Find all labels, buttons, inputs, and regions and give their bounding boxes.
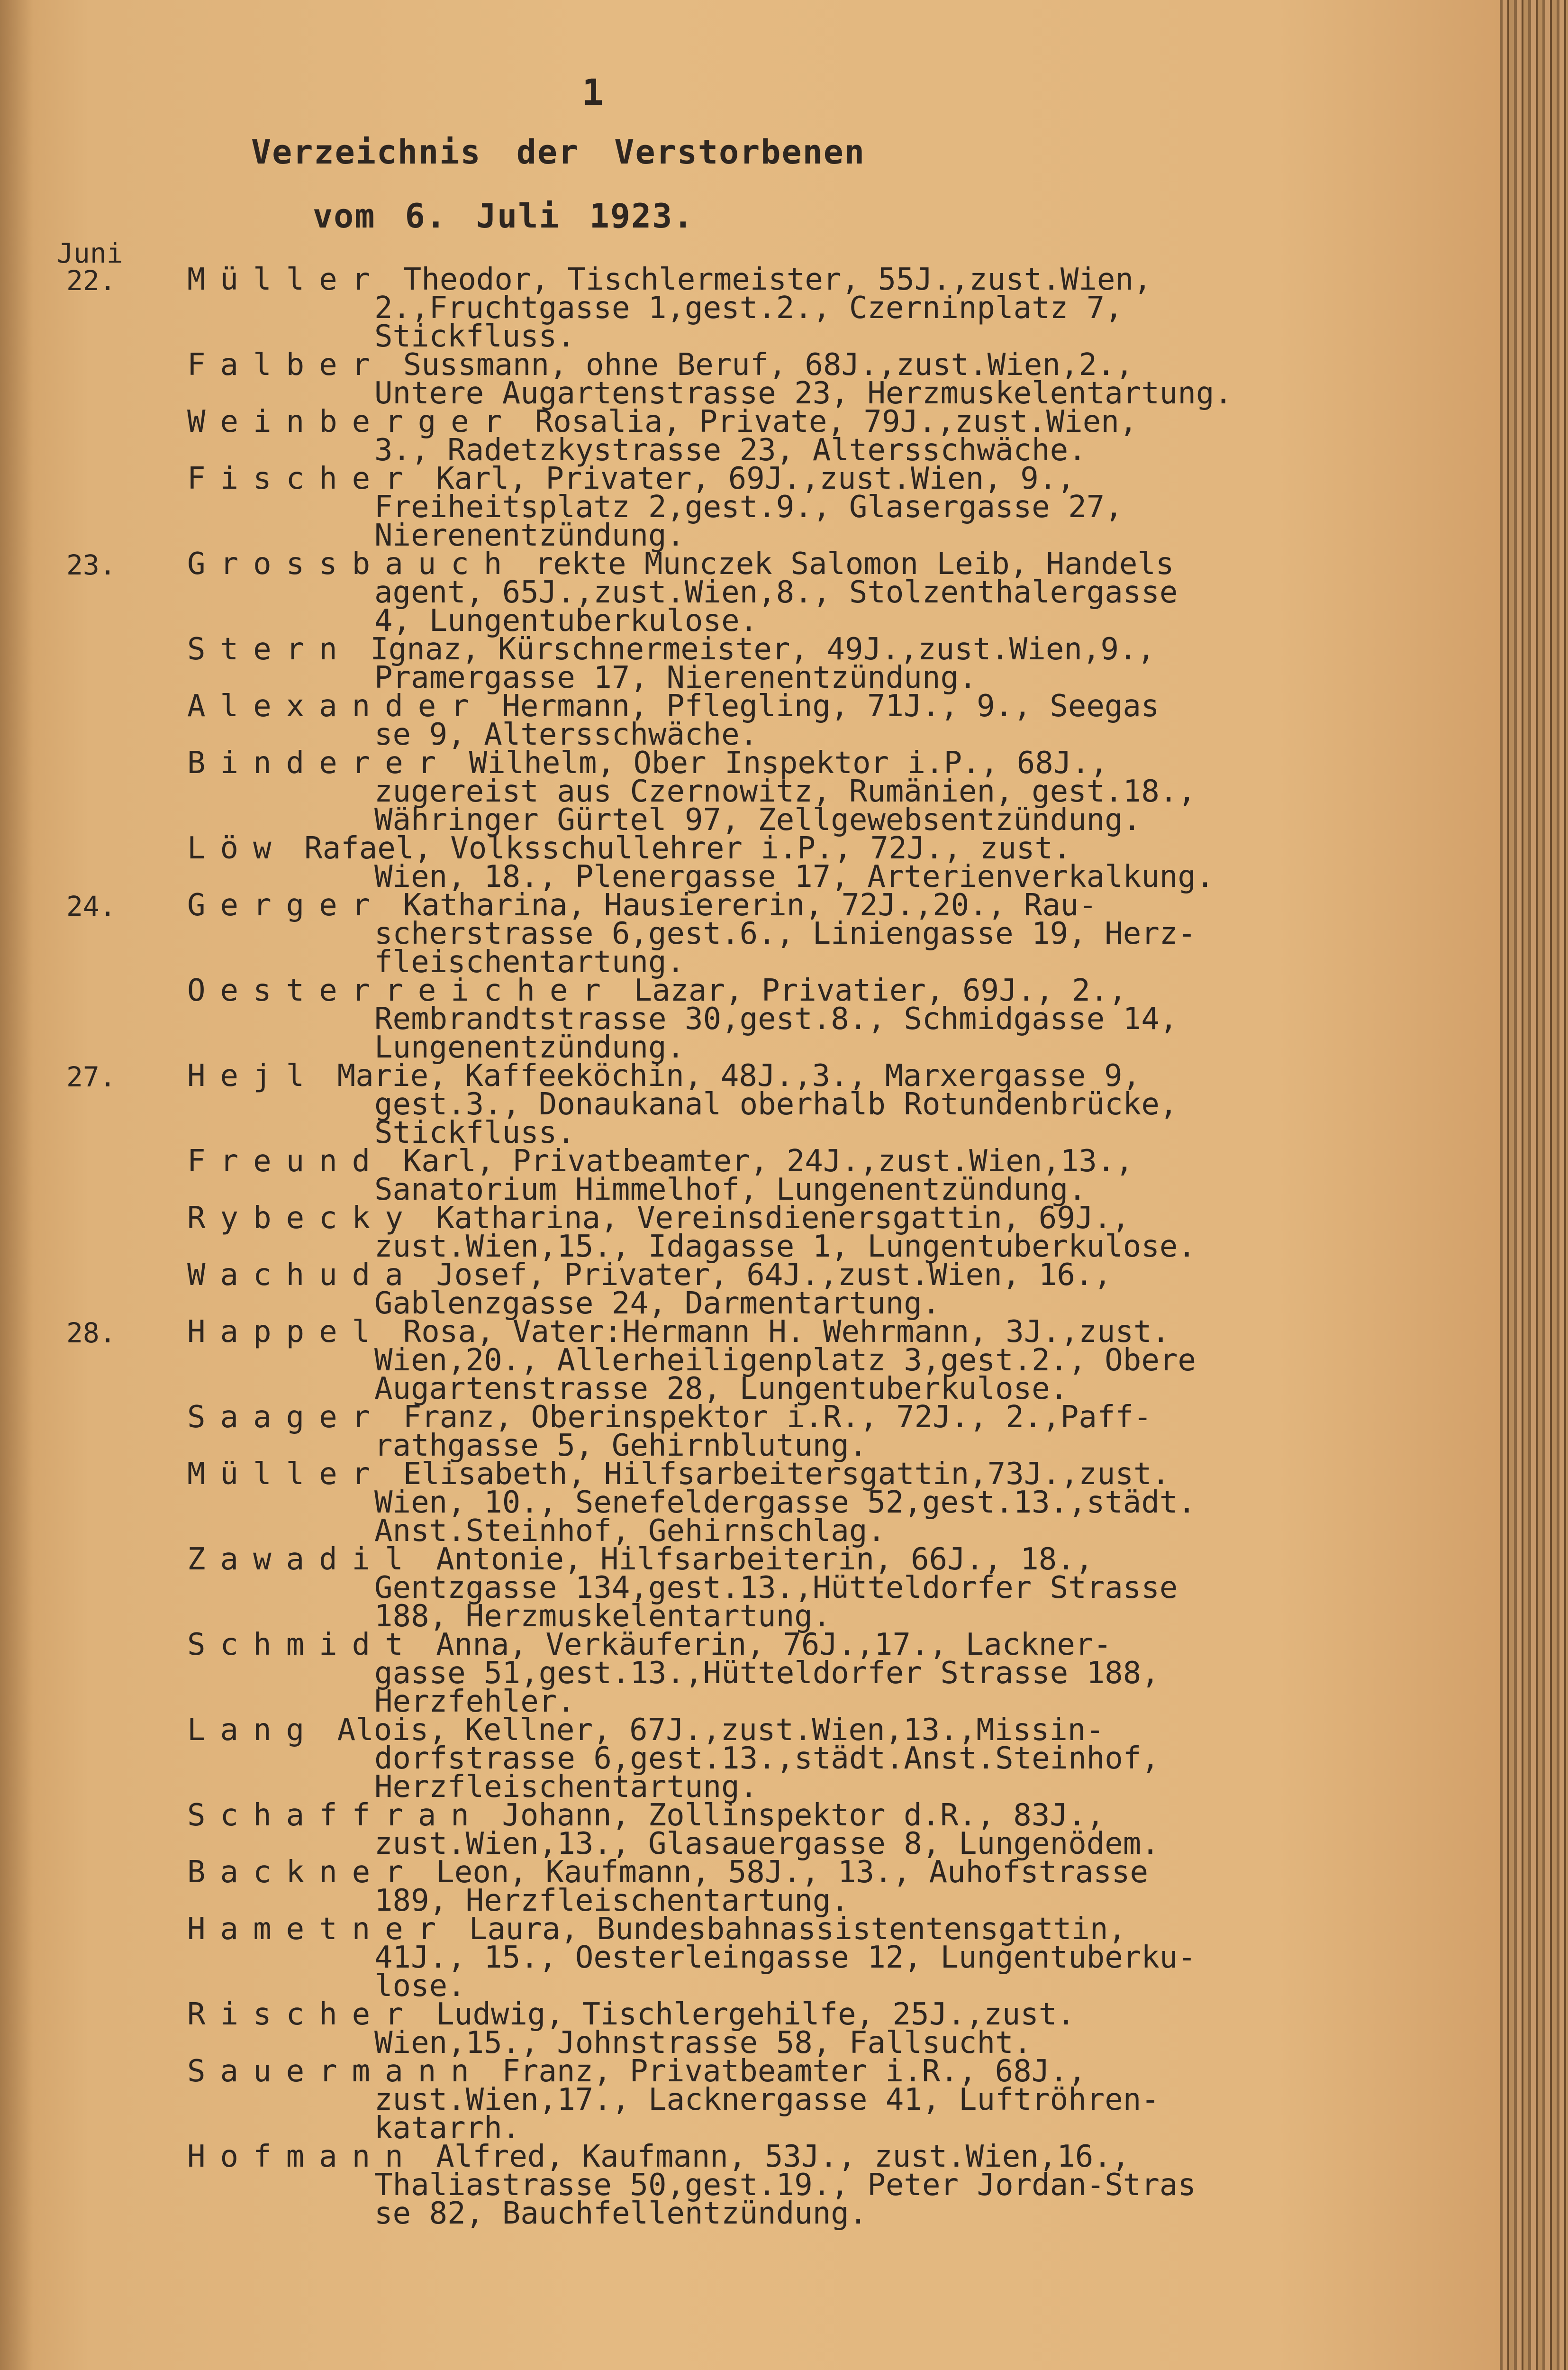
register-entry bbox=[0, 1258, 1500, 1321]
entry-surname: Lang bbox=[187, 1713, 319, 1748]
entry-text: 2.,Fruchtgasse 1,gest.2., Czerninplatz 7, bbox=[374, 291, 1123, 326]
entry-text: 41J., 15., Oesterleingasse 12, Lungentuberku- bbox=[374, 1940, 1196, 1975]
entry-first-line bbox=[0, 1627, 1500, 1662]
entry-surname: Hofmann bbox=[187, 2139, 418, 2174]
entry-surname: Müller bbox=[187, 1457, 385, 1492]
register-entry bbox=[0, 632, 1500, 695]
entry-surname: Schmidt bbox=[187, 1627, 418, 1662]
entry-text: dorfstrasse 6,gest.13.,städt.Anst.Steinhof, bbox=[374, 1741, 1160, 1776]
entry-day: 23. bbox=[66, 549, 116, 581]
register-entry bbox=[0, 262, 1500, 354]
entry-text: Theodor, Tischlermeister, 55J.,zust.Wien, bbox=[403, 262, 1152, 297]
register-entry bbox=[0, 973, 1500, 1065]
register-entry bbox=[0, 1912, 1500, 2004]
register-entry bbox=[0, 1201, 1500, 1264]
entry-text: se 9, Altersschwäche. bbox=[374, 717, 758, 752]
entry-continuation-line bbox=[0, 1030, 1500, 1065]
document-title: Verzeichnis der Verstorbenen bbox=[251, 133, 866, 172]
entry-surname: Grossbauch bbox=[187, 547, 517, 582]
entry-surname: Saager bbox=[187, 1400, 385, 1435]
entry-text: Antonie, Hilfsarbeiterin, 66J., 18., bbox=[436, 1542, 1094, 1577]
entry-surname: Binderer bbox=[187, 746, 451, 781]
entry-surname: Hametner bbox=[187, 1912, 451, 1947]
entry-text: Katharina, Hausiererin, 72J.,20., Rau- bbox=[403, 888, 1097, 923]
entry-surname: Oesterreicher bbox=[187, 973, 616, 1008]
entry-surname: Sauermann bbox=[187, 2054, 484, 2089]
entry-text: 188, Herzmuskelentartung. bbox=[374, 1599, 831, 1634]
entry-day: 24. bbox=[66, 890, 116, 922]
entry-first-line bbox=[0, 1058, 1500, 1094]
register-entry bbox=[0, 831, 1500, 894]
register-entry bbox=[0, 888, 1500, 980]
entry-first-line bbox=[0, 1997, 1500, 2032]
entry-first-line bbox=[0, 1457, 1500, 1492]
entry-first-line bbox=[0, 461, 1500, 496]
entry-continuation-line bbox=[0, 2111, 1500, 2146]
entry-text: gasse 51,gest.13.,Hütteldorfer Strasse 188, bbox=[374, 1656, 1160, 1691]
register-entry bbox=[0, 1798, 1500, 1861]
entry-text: Wien,15., Johnstrasse 58, Fallsucht. bbox=[374, 2025, 1032, 2060]
entry-continuation-line bbox=[0, 2082, 1500, 2117]
entry-first-line bbox=[0, 831, 1500, 866]
register-entry bbox=[0, 1713, 1500, 1805]
entry-text: 4, Lungentuberkulose. bbox=[374, 603, 758, 638]
entry-continuation-line bbox=[0, 1286, 1500, 1321]
entry-continuation-line bbox=[0, 1741, 1500, 1776]
entry-text: Gablenzgasse 24, Darmentartung. bbox=[374, 1286, 941, 1321]
register-entry bbox=[0, 347, 1500, 411]
register-entry bbox=[0, 404, 1500, 468]
entry-text: Lungenentzündung. bbox=[374, 1030, 685, 1065]
entry-text: Rembrandtstrasse 30,gest.8., Schmidgasse 14, bbox=[374, 1002, 1178, 1037]
register-entry bbox=[0, 1997, 1500, 2060]
entry-first-line bbox=[0, 1713, 1500, 1748]
entry-text: Karl, Privater, 69J.,zust.Wien, 9., bbox=[436, 461, 1075, 496]
entry-text: Josef, Privater, 64J.,zust.Wien, 16., bbox=[436, 1258, 1112, 1293]
entry-text: Johann, Zollinspektor d.R., 83J., bbox=[502, 1798, 1105, 1833]
entry-continuation-line bbox=[0, 1599, 1500, 1634]
entry-surname: Müller bbox=[187, 262, 385, 297]
entry-surname: Gerger bbox=[187, 888, 385, 923]
register-entry bbox=[0, 1627, 1500, 1719]
entry-first-line bbox=[0, 2054, 1500, 2089]
entry-text: Pramergasse 17, Nierenentzündung. bbox=[374, 660, 977, 695]
entry-surname: Falber bbox=[187, 347, 385, 383]
entry-first-line bbox=[0, 347, 1500, 383]
entry-text: Nierenentzündung. bbox=[374, 518, 685, 553]
entry-text: Freiheitsplatz 2,gest.9., Glasergasse 27, bbox=[374, 490, 1123, 525]
entry-text: fleischentartung. bbox=[374, 945, 685, 980]
entry-first-line bbox=[0, 1201, 1500, 1236]
register-entry bbox=[0, 461, 1500, 553]
entry-text: Rafael, Volksschullehrer i.P., 72J., zust. bbox=[304, 831, 1071, 866]
entry-first-line bbox=[0, 262, 1500, 297]
entry-surname: Backner bbox=[187, 1855, 418, 1890]
entry-text: 189, Herzfleischentartung. bbox=[374, 1883, 849, 1918]
entry-text: scherstrasse 6,gest.6., Liniengasse 19, Herz- bbox=[374, 916, 1196, 951]
entry-text: Franz, Privatbeamter i.R., 68J., bbox=[502, 2054, 1087, 2089]
entry-continuation-line bbox=[0, 603, 1500, 638]
document-date: vom 6. Juli 1923. bbox=[313, 197, 694, 236]
entry-continuation-line bbox=[0, 802, 1500, 838]
entry-first-line bbox=[0, 632, 1500, 667]
entry-first-line bbox=[0, 1798, 1500, 1833]
register-entry bbox=[0, 1542, 1500, 1634]
entry-continuation-line bbox=[0, 1826, 1500, 1861]
entry-text: zugereist aus Czernowitz, Rumänien, gest.18., bbox=[374, 774, 1196, 809]
entry-text: Stickfluss. bbox=[374, 1115, 575, 1150]
entry-continuation-line bbox=[0, 518, 1500, 553]
entry-text: gest.3., Donaukanal oberhalb Rotundenbrücke, bbox=[374, 1087, 1178, 1122]
entry-text: rathgasse 5, Gehirnblutung. bbox=[374, 1428, 868, 1463]
page-stack-edge bbox=[1500, 0, 1568, 2370]
entry-continuation-line bbox=[0, 2196, 1500, 2231]
entry-first-line bbox=[0, 404, 1500, 439]
death-register-list bbox=[0, 262, 1500, 2231]
entry-text: se 82, Bauchfellentzündung. bbox=[374, 2196, 868, 2231]
entry-surname: Zawadil bbox=[187, 1542, 418, 1577]
entry-first-line bbox=[0, 1144, 1500, 1179]
entry-text: Katharina, Vereinsdienersgattin, 69J., bbox=[436, 1201, 1130, 1236]
entry-surname: Weinberger bbox=[187, 404, 517, 439]
entry-continuation-line bbox=[0, 1656, 1500, 1691]
entry-continuation-line bbox=[0, 1769, 1500, 1805]
entry-text: Leon, Kaufmann, 58J., 13., Auhofstrasse bbox=[436, 1855, 1148, 1890]
entry-surname: Alexander bbox=[187, 689, 484, 724]
entry-text: zust.Wien,13., Glasauergasse 8, Lungenödem. bbox=[374, 1826, 1160, 1861]
entry-text: Herzfleischentartung. bbox=[374, 1769, 758, 1805]
entry-surname: Freund bbox=[187, 1144, 385, 1179]
entry-text: Wien, 18., Plenergasse 17, Arterienverkalkung. bbox=[374, 859, 1215, 894]
entry-day: 22. bbox=[66, 264, 116, 297]
entry-text: Sanatorium Himmelhof, Lungenentzündung. bbox=[374, 1172, 1087, 1207]
entry-text: zust.Wien,17., Lacknergasse 41, Luftröhren- bbox=[374, 2082, 1160, 2117]
entry-surname: Wachuda bbox=[187, 1258, 418, 1293]
entry-text: Karl, Privatbeamter, 24J.,zust.Wien,13., bbox=[403, 1144, 1133, 1179]
entry-text: 3., Radetzkystrasse 23, Altersschwäche. bbox=[374, 433, 1087, 468]
entry-first-line bbox=[0, 547, 1500, 582]
entry-first-line bbox=[0, 2139, 1500, 2174]
entry-continuation-line bbox=[0, 1940, 1500, 1975]
entry-continuation-line bbox=[0, 660, 1500, 695]
entry-continuation-line bbox=[0, 575, 1500, 610]
entry-text: Anna, Verkäuferin, 76J.,17., Lackner- bbox=[436, 1627, 1112, 1662]
register-entry bbox=[0, 2139, 1500, 2231]
entry-continuation-line bbox=[0, 1172, 1500, 1207]
entry-text: Alfred, Kaufmann, 53J., zust.Wien,16., bbox=[436, 2139, 1130, 2174]
entry-continuation-line bbox=[0, 1883, 1500, 1918]
entry-continuation-line bbox=[0, 1570, 1500, 1605]
entry-continuation-line bbox=[0, 490, 1500, 525]
entry-first-line bbox=[0, 1314, 1500, 1349]
entry-text: lose. bbox=[374, 1969, 466, 2004]
entry-text: Untere Augartenstrasse 23, Herzmuskelentartung. bbox=[374, 376, 1233, 411]
entry-text: Lazar, Privatier, 69J., 2., bbox=[634, 973, 1127, 1008]
entry-text: Gentzgasse 134,gest.13.,Hütteldorfer Strasse bbox=[374, 1570, 1178, 1605]
entry-text: Augartenstrasse 28, Lungentuberkulose. bbox=[374, 1371, 1069, 1406]
entry-text: Laura, Bundesbahnassistentensgattin, bbox=[469, 1912, 1126, 1947]
entry-surname: Schaffran bbox=[187, 1798, 484, 1833]
entry-day: 27. bbox=[66, 1061, 116, 1093]
entry-text: Thaliastrasse 50,gest.19., Peter Jordan-Stras bbox=[374, 2168, 1196, 2203]
entry-text: Elisabeth, Hilfsarbeitersgattin,73J.,zust. bbox=[403, 1457, 1170, 1492]
entry-first-line bbox=[0, 888, 1500, 923]
entry-continuation-line bbox=[0, 1115, 1500, 1150]
entry-text: Hermann, Pflegling, 71J., 9., Seegas bbox=[502, 689, 1160, 724]
entry-continuation-line bbox=[0, 916, 1500, 951]
entry-surname: Hejl bbox=[187, 1058, 319, 1094]
entry-continuation-line bbox=[0, 1969, 1500, 2004]
entry-first-line bbox=[0, 1258, 1500, 1293]
entry-text: Anst.Steinhof, Gehirnschlag. bbox=[374, 1513, 886, 1549]
register-entry bbox=[0, 689, 1500, 752]
entry-text: agent, 65J.,zust.Wien,8., Stolzenthalergasse bbox=[374, 575, 1178, 610]
entry-text: Herzfehler. bbox=[374, 1684, 575, 1719]
register-entry bbox=[0, 1144, 1500, 1207]
register-entry bbox=[0, 746, 1500, 838]
entry-first-line bbox=[0, 1542, 1500, 1577]
register-entry bbox=[0, 1457, 1500, 1549]
entry-text: rekte Munczek Salomon Leib, Handels bbox=[535, 547, 1174, 582]
entry-first-line bbox=[0, 1400, 1500, 1435]
entry-first-line bbox=[0, 973, 1500, 1008]
entry-surname: Happel bbox=[187, 1314, 385, 1349]
entry-continuation-line bbox=[0, 859, 1500, 894]
entry-text: Ludwig, Tischlergehilfe, 25J.,zust. bbox=[436, 1997, 1075, 2032]
entry-surname: Fischer bbox=[187, 461, 418, 496]
register-entry bbox=[0, 1400, 1500, 1463]
entry-continuation-line bbox=[0, 1485, 1500, 1520]
entry-text: Rosa, Vater:Hermann H. Wehrmann, 3J.,zust. bbox=[403, 1314, 1170, 1349]
entry-continuation-line bbox=[0, 945, 1500, 980]
entry-continuation-line bbox=[0, 2168, 1500, 2203]
entry-continuation-line bbox=[0, 433, 1500, 468]
entry-text: Marie, Kaffeeköchin, 48J.,3., Marxergasse 9, bbox=[337, 1058, 1141, 1094]
entry-continuation-line bbox=[0, 1428, 1500, 1463]
month-label: Juni bbox=[57, 237, 123, 269]
entry-text: Währinger Gürtel 97, Zellgewebsentzündung. bbox=[374, 802, 1142, 838]
entry-surname: Löw bbox=[187, 831, 286, 866]
entry-day: 28. bbox=[66, 1317, 116, 1349]
entry-continuation-line bbox=[0, 2025, 1500, 2060]
entry-text: zust.Wien,15., Idagasse 1, Lungentuberkulose. bbox=[374, 1229, 1196, 1264]
entry-continuation-line bbox=[0, 291, 1500, 326]
entry-continuation-line bbox=[0, 1513, 1500, 1549]
entry-continuation-line bbox=[0, 1002, 1500, 1037]
entry-text: Wilhelm, Ober Inspektor i.P., 68J., bbox=[469, 746, 1108, 781]
entry-text: Wien,20., Allerheiligenplatz 3,gest.2., Obere bbox=[374, 1343, 1196, 1378]
register-entry bbox=[0, 547, 1500, 638]
page-number: 1 bbox=[582, 71, 604, 113]
entry-text: Sussmann, ohne Beruf, 68J.,zust.Wien,2., bbox=[403, 347, 1133, 383]
entry-text: Wien, 10., Senefeldergasse 52,gest.13.,städt. bbox=[374, 1485, 1196, 1520]
entry-continuation-line bbox=[0, 1371, 1500, 1406]
entry-surname: Rischer bbox=[187, 1997, 418, 2032]
entry-continuation-line bbox=[0, 717, 1500, 752]
entry-text: Ignaz, Kürschnermeister, 49J.,zust.Wien,9., bbox=[370, 632, 1156, 667]
entry-first-line bbox=[0, 1855, 1500, 1890]
entry-text: Alois, Kellner, 67J.,zust.Wien,13.,Missin- bbox=[337, 1713, 1104, 1748]
entry-surname: Rybecky bbox=[187, 1201, 418, 1236]
entry-text: Stickfluss. bbox=[374, 319, 575, 354]
entry-continuation-line bbox=[0, 376, 1500, 411]
entry-continuation-line bbox=[0, 1343, 1500, 1378]
entry-continuation-line bbox=[0, 1229, 1500, 1264]
entry-continuation-line bbox=[0, 1087, 1500, 1122]
entry-first-line bbox=[0, 689, 1500, 724]
entry-first-line bbox=[0, 746, 1500, 781]
entry-text: katarrh. bbox=[374, 2111, 521, 2146]
register-entry bbox=[0, 1314, 1500, 1406]
entry-continuation-line bbox=[0, 1684, 1500, 1719]
entry-text: Rosalia, Private, 79J.,zust.Wien, bbox=[535, 404, 1138, 439]
entry-continuation-line bbox=[0, 774, 1500, 809]
entry-continuation-line bbox=[0, 319, 1500, 354]
register-entry bbox=[0, 2054, 1500, 2146]
entry-surname: Stern bbox=[187, 632, 352, 667]
entry-text: Franz, Oberinspektor i.R., 72J., 2.,Paff- bbox=[403, 1400, 1152, 1435]
register-entry bbox=[0, 1855, 1500, 1918]
entry-first-line bbox=[0, 1912, 1500, 1947]
register-entry bbox=[0, 1058, 1500, 1150]
